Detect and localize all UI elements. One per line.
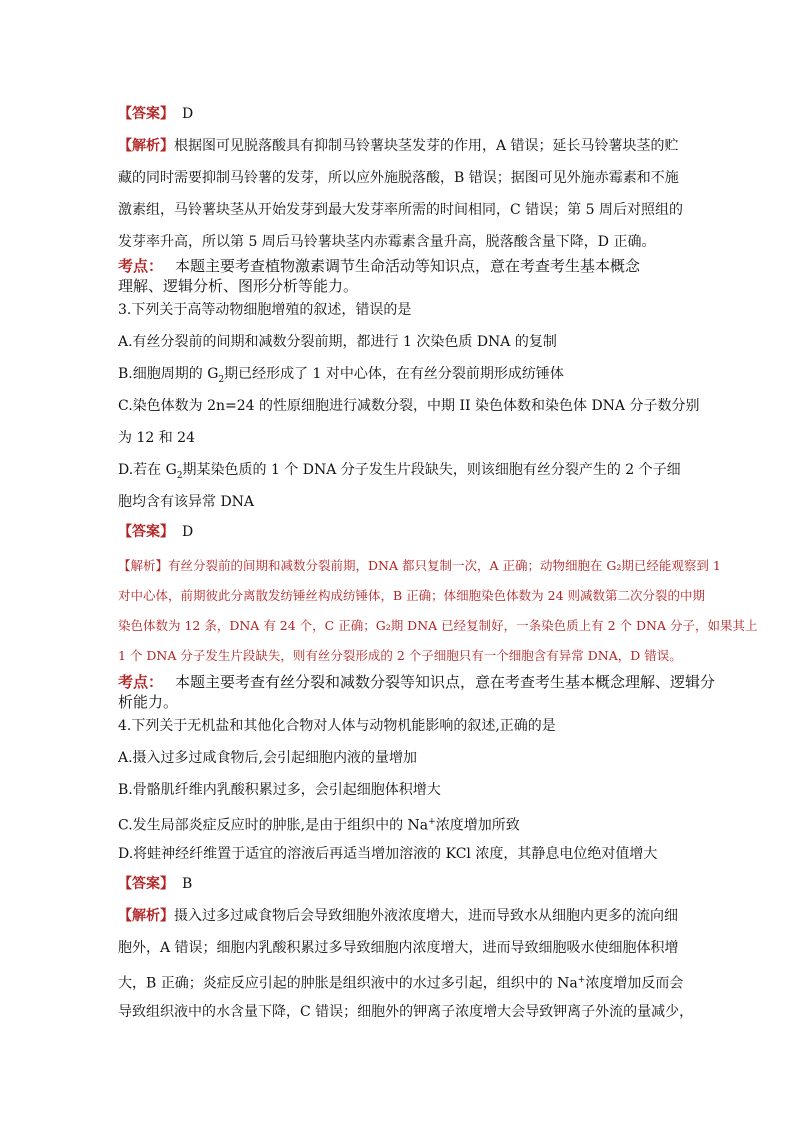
option-c-text-rest: 浓度增加所致 — [435, 817, 520, 834]
analysis-text-rest: 浓度增加反而会 — [585, 975, 684, 992]
answer-value: B — [182, 876, 193, 892]
superscript: + — [577, 975, 586, 985]
q4-answer — [118, 874, 192, 894]
subscript: 2 — [218, 374, 225, 385]
option-d-text-rest: 期某染色质的 1 个 DNA 分子发生片段缺失，则该细胞有丝分裂产生的 2 个子细 — [182, 462, 681, 478]
q4-option-a: A.摄入过多过咸食物后,会引起细胞内液的量增加 — [118, 750, 418, 766]
kaodian-label: 考点： — [118, 257, 164, 275]
q4-analysis-line-3 — [118, 970, 683, 994]
kaodian-label: 考点： — [118, 673, 164, 691]
q4-analysis-line-4: 导致组织液中的水含量下降，C 错误；细胞外的钾离子浓度增大会导致钾离子外流的量减少， — [118, 1004, 694, 1020]
q3-option-c-line-1: C.染色体数为 2n=24 的性原细胞进行减数分裂，中期 II 染色体数和染色体 DNA 分子数分别 — [118, 398, 700, 414]
q2-analysis-line-3: 激素组，马铃薯块茎从开始发芽到最大发芽率所需的时间相同，C 错误；第 5 周后对照组的 — [118, 202, 683, 218]
q3-analysis-line-2: 对中心体，前期彼此分离散发纺锤丝构成纺锤体，B 正确；体细胞染色体数为 24 则减数第二次分裂的中期 — [118, 588, 706, 603]
analysis-text: 根据图可见脱落酸具有抑制马铃薯块茎发芽的作用，A 错误；延长马铃薯块茎的贮 — [174, 138, 679, 154]
analysis-text: 大，B 正确；炎症反应引起的肿胀是组织液中的水过多引起，组织中的 Na — [118, 975, 578, 992]
answer-value: D — [182, 106, 194, 122]
q3-option-b — [118, 364, 564, 390]
q3-option-c-line-2: 为 12 和 24 — [118, 430, 195, 446]
q2-kaodian-line-2: 理解、逻辑分析、图形分析等能力。 — [118, 277, 359, 295]
analysis-text: 摄入过多过咸食物后会导致细胞外液浓度增大，进而导致水从细胞内更多的流向细 — [174, 908, 678, 924]
q3-answer — [118, 522, 193, 542]
q2-analysis-line-2: 藏的同时需要抑制马铃薯的发芽，所以应外施脱落酸，B 错误；据图可见外施赤霉素和不施 — [118, 170, 679, 186]
q2-analysis-line-4: 发芽率升高，所以第 5 周后马铃薯块茎内赤霉素含量升高，脱落酸含量下降，D 正确。 — [118, 234, 656, 250]
q3-stem: 3.下列关于高等动物细胞增殖的叙述，错误的是 — [118, 302, 412, 318]
q4-analysis-line-2: 胞外，A 错误；细胞内乳酸积累过多导致细胞内浓度增大，进而导致细胞吸水使细胞体积增 — [118, 940, 679, 956]
answer-label: 【答案】 — [118, 524, 174, 540]
q3-option-d-line-2: 胞均含有该异常 DNA — [118, 494, 255, 510]
superscript: + — [428, 817, 436, 827]
analysis-label: 【解析】 — [118, 138, 174, 154]
kaodian-text: 本题主要考查植物激素调节生命活动等知识点，意在考查考生基本概念 — [175, 257, 641, 275]
option-d-text: D.若在 G — [118, 462, 177, 478]
option-c-text: C.发生局部炎症反应时的肿胀,是由于组织中的 Na — [118, 817, 429, 834]
q4-option-d: D.将蛙神经纤维置于适宜的溶液后再适当增加溶液的 KCl 浓度，其静息电位绝对值增大 — [118, 846, 658, 862]
q2-answer — [118, 104, 193, 124]
q3-analysis-line-4: 1 个 DNA 分子发生片段缺失，则有丝分裂形成的 2 个子细胞只有一个细胞含有异常 DNA，D 错误。 — [118, 648, 682, 663]
q2-analysis-line-1 — [118, 136, 679, 156]
q3-analysis-line-3: 染色体数为 12 条，DNA 有 24 个，C 正确；G₂期 DNA 已经复制好，一条染色质上有 2 个 DNA 分子，如果其上 — [118, 618, 758, 633]
q4-analysis-line-1 — [118, 906, 678, 926]
q2-kaodian-line-1 — [118, 256, 640, 276]
q4-option-b: B.骨骼肌纤维内乳酸积累过多，会引起细胞体积增大 — [118, 782, 441, 798]
q4-option-c — [118, 812, 520, 836]
answer-label: 【答案】 — [118, 876, 174, 892]
kaodian-text: 本题主要考查有丝分裂和减数分裂等知识点，意在考查考生基本概念理解、逻辑分 — [175, 673, 716, 691]
subscript: 2 — [176, 470, 183, 481]
analysis-label: 【解析】 — [118, 908, 174, 924]
q3-kaodian-line-2: 析能力。 — [118, 693, 179, 711]
option-b-text-rest: 期已经形成了 1 对中心体，在有丝分裂前期形成纺锤体 — [224, 366, 564, 382]
answer-label: 【答案】 — [118, 106, 174, 122]
q3-option-a: A.有丝分裂前的间期和减数分裂前期，都进行 1 次染色质 DNA 的复制 — [118, 334, 557, 350]
q3-option-d-line-1 — [118, 460, 681, 486]
q4-stem: 4.下列关于无机盐和其他化合物对人体与动物机能影响的叙述,正确的是 — [118, 718, 556, 734]
q3-analysis-line-1: 【解析】有丝分裂前的间期和减数分裂前期，DNA 都只复制一次，A 正确；动物细胞在 G₂期已经能观察到 1 — [118, 558, 721, 573]
option-b-text: B.细胞周期的 G — [118, 366, 219, 382]
answer-value: D — [182, 524, 194, 540]
q3-kaodian-line-1 — [118, 672, 715, 692]
